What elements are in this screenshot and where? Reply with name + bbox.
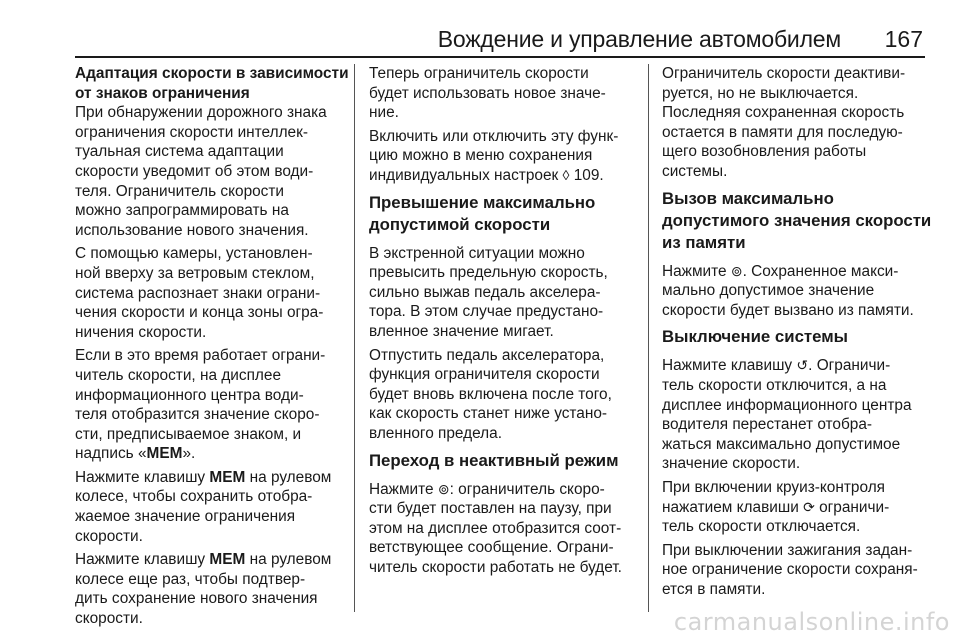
text-line: нажатием клавиши ⟳ ограничи-: [662, 498, 890, 516]
section-heading: [369, 192, 639, 236]
text-line: этом на дисплее отобразится соот-: [369, 519, 622, 537]
paragraph: [662, 64, 932, 182]
text-line: руется, но не выключается.: [662, 84, 859, 102]
text-line: тель скорости отключится, а на: [662, 376, 887, 394]
text-line: Нажмите клавишу ↺. Ограничи-: [662, 357, 891, 375]
paragraph: [662, 356, 932, 474]
section-heading: [75, 64, 349, 103]
section-heading: [662, 326, 932, 348]
page-header: [75, 26, 925, 56]
text-line: функция ограничителя скорости: [369, 366, 600, 384]
text-line: С помощью камеры, установлен-: [75, 245, 313, 263]
header-rule: [75, 56, 925, 58]
paragraph: [662, 541, 932, 600]
text-line: теля отобразится значение скоро-: [75, 406, 320, 424]
paragraph: [369, 346, 639, 444]
text-line: информационного центра води-: [75, 386, 304, 404]
text-line: будет использовать новое значе-: [369, 84, 606, 102]
page-title: Вождение и управление автомобилем: [437, 26, 841, 52]
text-line: Включить или отключить эту функ-: [369, 127, 619, 145]
text-line: использование нового значения.: [75, 221, 309, 239]
paragraph: [75, 346, 345, 464]
text-line: цию можно в меню сохранения: [369, 147, 593, 165]
cruise-control-icon: ⟳: [803, 498, 815, 515]
text-line: остается в памяти для последую-: [662, 123, 903, 141]
resume-button-icon: ⊚: [730, 262, 743, 279]
text-line: скорости будет вызвано из памяти.: [662, 301, 914, 319]
text-line: При включении круиз-контроля: [662, 478, 886, 496]
column-1: [75, 64, 349, 633]
text-line: ется в памяти.: [662, 580, 766, 598]
text-line: от знаков ограничения: [75, 84, 250, 102]
text-line: значение скорости.: [662, 455, 801, 473]
text-line: жаемое значение ограничения: [75, 508, 296, 526]
text-line: Вызов максимально: [662, 188, 834, 208]
text-line: Переход в неактивный режим: [369, 450, 619, 470]
text-line: ограничения скорости интеллек-: [75, 123, 308, 141]
text-line: Нажмите ⊚. Сохраненное макси-: [662, 262, 899, 280]
text-line: скорости уведомит об этом води-: [75, 162, 314, 180]
text-line: вленное значение мигает.: [369, 322, 554, 340]
column-2: [369, 64, 639, 581]
mem-label: MEM: [146, 445, 183, 463]
text-line: индивидуальных настроек ◊ 109.: [369, 166, 604, 184]
text-line: Адаптация скорости в зависимости: [75, 65, 349, 82]
section-heading: [369, 450, 639, 472]
text-line: надпись «MEM».: [75, 445, 196, 463]
page-number: 167: [884, 26, 923, 52]
pause-button-icon: ⊚: [437, 480, 450, 497]
text-line: ние.: [369, 104, 399, 122]
section-heading: [662, 188, 932, 254]
text-line: системы.: [662, 162, 728, 180]
limiter-button-icon: ↺: [796, 357, 809, 374]
text-line: Нажмите клавишу MEM на рулевом: [75, 468, 332, 486]
text-line: колесе, чтобы сохранить отобра-: [75, 488, 313, 506]
text-line: можно запрограммировать на: [75, 202, 289, 220]
text-line: тель скорости отключается.: [662, 518, 861, 536]
text-line: При выключении зажигания задан-: [662, 541, 913, 559]
text-line: жаться максимально допустимое: [662, 435, 901, 453]
text-line: При обнаружении дорожного знака: [75, 104, 327, 122]
text-line: туальная система адаптации: [75, 143, 284, 161]
text-line: скорости.: [75, 610, 143, 628]
text-line: Нажмите ⊚: ограничитель скоро-: [369, 480, 605, 498]
text-line: дить сохранение нового значения: [75, 590, 318, 608]
paragraph: [369, 244, 639, 342]
text-line: система распознает знаки ограни-: [75, 284, 321, 302]
paragraph: [662, 478, 932, 537]
text-line: Превышение максимально: [369, 192, 596, 212]
page-reference-icon: ◊: [562, 166, 570, 183]
text-line: Если в это время работает ограни-: [75, 347, 326, 365]
paragraph: [662, 262, 932, 321]
text-line: колесе еще раз, чтобы подтвер-: [75, 570, 306, 588]
text-line: Последняя сохраненная скорость: [662, 104, 905, 122]
paragraph: [369, 127, 639, 186]
paragraph: [75, 550, 345, 628]
text-line: теля. Ограничитель скорости: [75, 182, 285, 200]
text-line: Ограничитель скорости деактиви-: [662, 65, 906, 82]
text-line: тора. В этом случае предустано-: [369, 303, 604, 321]
text-line: скорости.: [75, 527, 143, 545]
text-line: Теперь ограничитель скорости: [369, 65, 589, 82]
text-line: чения скорости и конца зоны огра-: [75, 304, 324, 322]
text-line: допустимого значения скорости: [662, 210, 932, 230]
text-line: сти будет поставлен на паузу, при: [369, 500, 612, 518]
text-line: сильно выжав педаль акселера-: [369, 283, 601, 301]
paragraph: [75, 244, 345, 342]
text-line: дисплее информационного центра: [662, 396, 912, 414]
text-line: будет вновь включена после того,: [369, 385, 612, 403]
text-line: Выключение системы: [662, 327, 848, 347]
text-line: превысить предельную скорость,: [369, 264, 608, 282]
text-line: ветствующее сообщение. Ограни-: [369, 539, 614, 557]
paragraph: [75, 468, 345, 546]
text-line: как скорость станет ниже устано-: [369, 405, 608, 423]
text-line: Нажмите клавишу MEM на рулевом: [75, 551, 332, 569]
watermark: carmanualsonline.info: [673, 608, 950, 636]
paragraph: [369, 64, 639, 123]
paragraph: [75, 103, 345, 240]
text-line: ное ограничение скорости сохраня-: [662, 561, 918, 579]
text-line: мально допустимое значение: [662, 282, 875, 300]
mem-label: MEM: [209, 551, 246, 569]
text-line: водителя перестанет отобра-: [662, 416, 873, 434]
text-line: читель скорости, на дисплее: [75, 366, 282, 384]
paragraph: [369, 480, 639, 578]
text-line: читель скорости работать не будет.: [369, 558, 622, 576]
text-line: ной вверху за ветровым стеклом,: [75, 264, 315, 282]
text-line: В экстренной ситуации можно: [369, 244, 585, 262]
text-line: сти, предписываемое знаком, и: [75, 425, 302, 443]
text-line: щего возобновления работы: [662, 143, 867, 161]
text-line: Отпустить педаль акселератора,: [369, 346, 605, 364]
text-line: ничения скорости.: [75, 323, 207, 341]
column-divider: [354, 64, 355, 612]
text-line: из памяти: [662, 232, 746, 252]
column-divider: [648, 64, 649, 612]
mem-label: MEM: [209, 468, 246, 486]
text-line: вленного предела.: [369, 424, 502, 442]
column-3: [662, 64, 932, 603]
text-line: допустимой скорости: [369, 214, 551, 234]
